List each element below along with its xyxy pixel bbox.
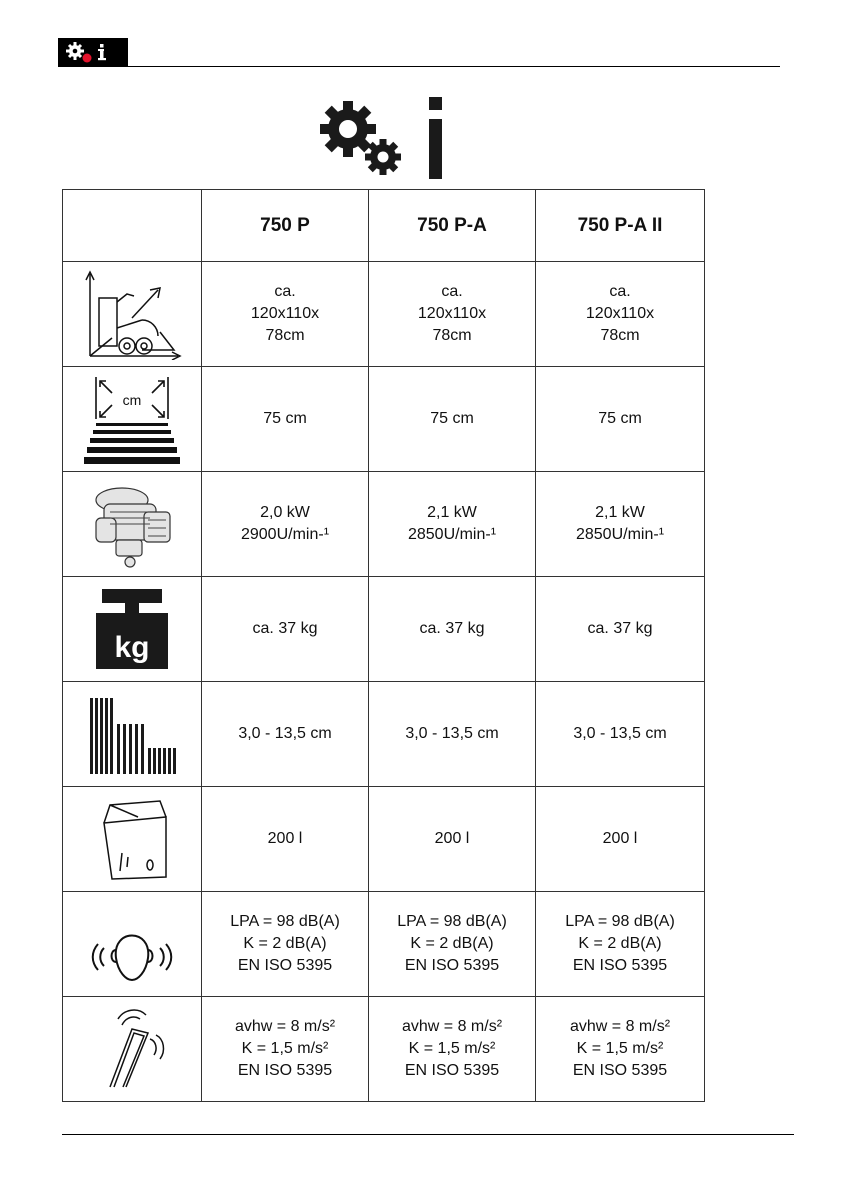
value-cell: 200 l <box>536 787 705 892</box>
row-icon-cell <box>63 787 202 892</box>
value-cell: ca. 37 kg <box>202 577 369 682</box>
footer-rule <box>62 1134 794 1135</box>
header-cell-empty <box>63 190 202 262</box>
noise-level-icon <box>82 898 182 990</box>
value-cell: 75 cm <box>369 367 536 472</box>
value-cell: 2,1 kW 2850U/min-¹ <box>369 472 536 577</box>
table-row <box>63 787 705 892</box>
weight-icon <box>82 583 182 675</box>
row-icon-cell <box>63 997 202 1102</box>
table-row <box>63 577 705 682</box>
value-cell: 2,1 kW 2850U/min-¹ <box>536 472 705 577</box>
value-cell: ca. 120x110x 78cm <box>202 262 369 367</box>
table-row <box>63 892 705 997</box>
value-cell: 3,0 - 13,5 cm <box>369 682 536 787</box>
value-cell: LPA = 98 dB(A) K = 2 dB(A) EN ISO 5395 <box>536 892 705 997</box>
value-cell: 2,0 kW 2900U/min-¹ <box>202 472 369 577</box>
table-header-row <box>63 190 705 262</box>
table-row <box>63 367 705 472</box>
technical-data-table <box>62 189 705 1102</box>
gears-info-icon <box>58 38 128 66</box>
value-cell: ca. 37 kg <box>536 577 705 682</box>
dimensions-icon <box>82 268 182 360</box>
value-cell: 200 l <box>202 787 369 892</box>
row-icon-cell <box>63 682 202 787</box>
header-cell-model: 750 P-A <box>369 190 536 262</box>
value-cell: ca. 120x110x 78cm <box>536 262 705 367</box>
value-cell: 75 cm <box>536 367 705 472</box>
vibration-icon <box>82 1003 182 1095</box>
value-cell: 3,0 - 13,5 cm <box>202 682 369 787</box>
header-cell-model: 750 P <box>202 190 369 262</box>
row-icon-cell <box>63 367 202 472</box>
svg-text:cm: cm <box>122 392 142 408</box>
row-icon-cell <box>63 577 202 682</box>
value-cell: ca. 120x110x 78cm <box>369 262 536 367</box>
header-rule <box>58 66 780 67</box>
gears-info-icon <box>318 97 450 181</box>
value-cell: 3,0 - 13,5 cm <box>536 682 705 787</box>
value-cell: avhw = 8 m/s² K = 1,5 m/s² EN ISO 5395 <box>202 997 369 1102</box>
table-row <box>63 472 705 577</box>
value-cell: LPA = 98 dB(A) K = 2 dB(A) EN ISO 5395 <box>202 892 369 997</box>
table-row <box>63 997 705 1102</box>
row-icon-cell <box>63 472 202 577</box>
header-cell-model: 750 P-A II <box>536 190 705 262</box>
value-cell: avhw = 8 m/s² K = 1,5 m/s² EN ISO 5395 <box>536 997 705 1102</box>
value-cell: avhw = 8 m/s² K = 1,5 m/s² EN ISO 5395 <box>369 997 536 1102</box>
table-row <box>63 682 705 787</box>
engine-icon <box>82 478 182 570</box>
value-cell: 75 cm <box>202 367 369 472</box>
cutting-width-icon <box>82 373 182 465</box>
svg-text:kg: kg <box>114 631 150 664</box>
value-cell: ca. 37 kg <box>369 577 536 682</box>
row-icon-cell <box>63 892 202 997</box>
value-cell: 200 l <box>369 787 536 892</box>
header-badge <box>58 38 128 66</box>
row-icon-cell <box>63 262 202 367</box>
grass-bag-icon <box>82 793 182 885</box>
cutting-height-icon <box>82 688 182 780</box>
table-row <box>63 262 705 367</box>
value-cell: LPA = 98 dB(A) K = 2 dB(A) EN ISO 5395 <box>369 892 536 997</box>
